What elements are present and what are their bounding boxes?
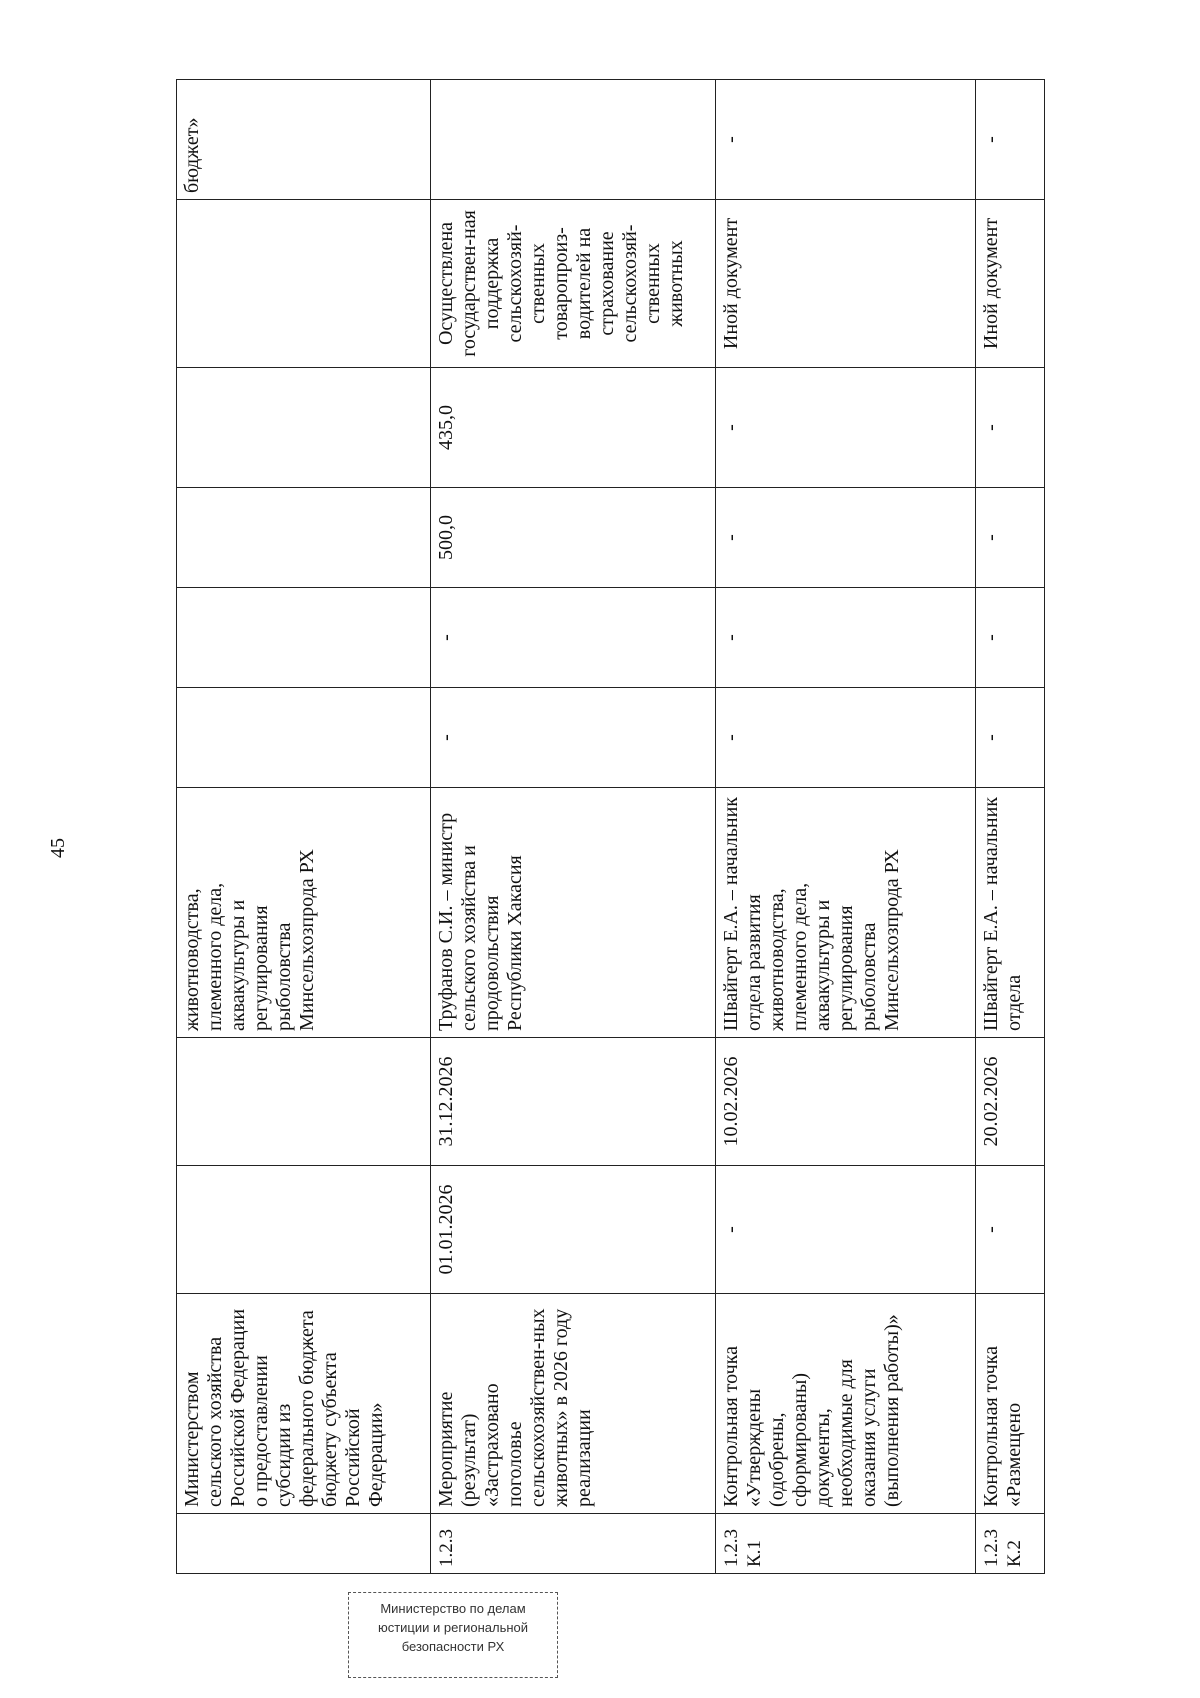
cell-name: Мероприятие (результат) «Застраховано поголовье сельскохозяйствен-ных животных» в 2026 году реализации bbox=[431, 1294, 716, 1514]
cell-responsible: Швайгерт Е.А. – начальник отдела bbox=[976, 788, 1045, 1038]
cell-name: Контрольная точка «Утверждены (одобрены, сформированы) документы, необходимые для оказания услуги (выполнения работы)» bbox=[716, 1294, 976, 1514]
cell-value-2: - bbox=[716, 588, 976, 688]
cell-start-date: - bbox=[976, 1166, 1045, 1294]
cell-name: Контрольная точка «Размещено bbox=[976, 1294, 1045, 1514]
cell-responsible: животноводства, племенного дела, аквакультуры и регулирования рыболовства Минсельхозпрода РХ bbox=[177, 788, 431, 1038]
stamp-line: Министерство по делам bbox=[380, 1601, 526, 1616]
cell-value-4: - bbox=[716, 368, 976, 488]
cell-value-2: - bbox=[976, 588, 1045, 688]
plan-table-rotated bbox=[176, 80, 1044, 1574]
cell-value-3: - bbox=[976, 488, 1045, 588]
cell-end-date: 31.12.2026 bbox=[431, 1038, 716, 1166]
cell-name: Министерством сельского хозяйства Российской Федерации о предоставлении субсидии из федерального бюджета бюджету субъекта Российской Федерации» bbox=[177, 1294, 431, 1514]
stamp-line: безопасности РХ bbox=[401, 1639, 505, 1654]
table-row bbox=[177, 80, 431, 1574]
cell-value-1: - bbox=[716, 688, 976, 788]
cell-system bbox=[431, 80, 716, 200]
cell-system: бюджет» bbox=[177, 80, 431, 200]
stamp-line: юстиции и региональной bbox=[377, 1620, 529, 1635]
cell-number: 1.2.3 К.2 bbox=[976, 1514, 1045, 1574]
cell-responsible: Труфанов С.И. – министр сельского хозяйства и продовольствия Республики Хакасия bbox=[431, 788, 716, 1038]
cell-end-date bbox=[177, 1038, 431, 1166]
cell-value-4: 435,0 bbox=[431, 368, 716, 488]
cell-value-3 bbox=[177, 488, 431, 588]
cell-system: - bbox=[976, 80, 1045, 200]
cell-system: - bbox=[716, 80, 976, 200]
cell-document: Иной документ bbox=[716, 200, 976, 368]
cell-document: Осуществлена государствен-ная поддержка сельскохозяй-ственных товаропроиз-водителей на страхование сельскохозяй-ственных животных bbox=[431, 200, 716, 368]
cell-document bbox=[177, 200, 431, 368]
cell-number: 1.2.3 bbox=[431, 1514, 716, 1574]
cell-value-3: - bbox=[716, 488, 976, 588]
cell-value-2 bbox=[177, 588, 431, 688]
cell-value-4 bbox=[177, 368, 431, 488]
plan-table bbox=[176, 79, 1045, 1574]
cell-value-1 bbox=[177, 688, 431, 788]
cell-value-1: - bbox=[976, 688, 1045, 788]
cell-responsible: Швайгерт Е.А. – начальник отдела развития животноводства, племенного дела, аквакультуры и регулирования рыболовства Минсельхозпрода РХ bbox=[716, 788, 976, 1038]
cell-start-date: 01.01.2026 bbox=[431, 1166, 716, 1294]
cell-end-date: 10.02.2026 bbox=[716, 1038, 976, 1166]
cell-value-3: 500,0 bbox=[431, 488, 716, 588]
cell-number: 1.2.3 К.1 bbox=[716, 1514, 976, 1574]
table-row bbox=[716, 80, 976, 1574]
page-number: 45 bbox=[47, 838, 69, 858]
cell-end-date: 20.02.2026 bbox=[976, 1038, 1045, 1166]
cell-value-1: - bbox=[431, 688, 716, 788]
cell-document: Иной документ bbox=[976, 200, 1045, 368]
cell-number bbox=[177, 1514, 431, 1574]
cell-start-date bbox=[177, 1166, 431, 1294]
ministry-stamp bbox=[348, 1592, 558, 1678]
cell-value-4: - bbox=[976, 368, 1045, 488]
table-row bbox=[976, 80, 1045, 1574]
cell-value-2: - bbox=[431, 588, 716, 688]
cell-start-date: - bbox=[716, 1166, 976, 1294]
table-row bbox=[431, 80, 716, 1574]
